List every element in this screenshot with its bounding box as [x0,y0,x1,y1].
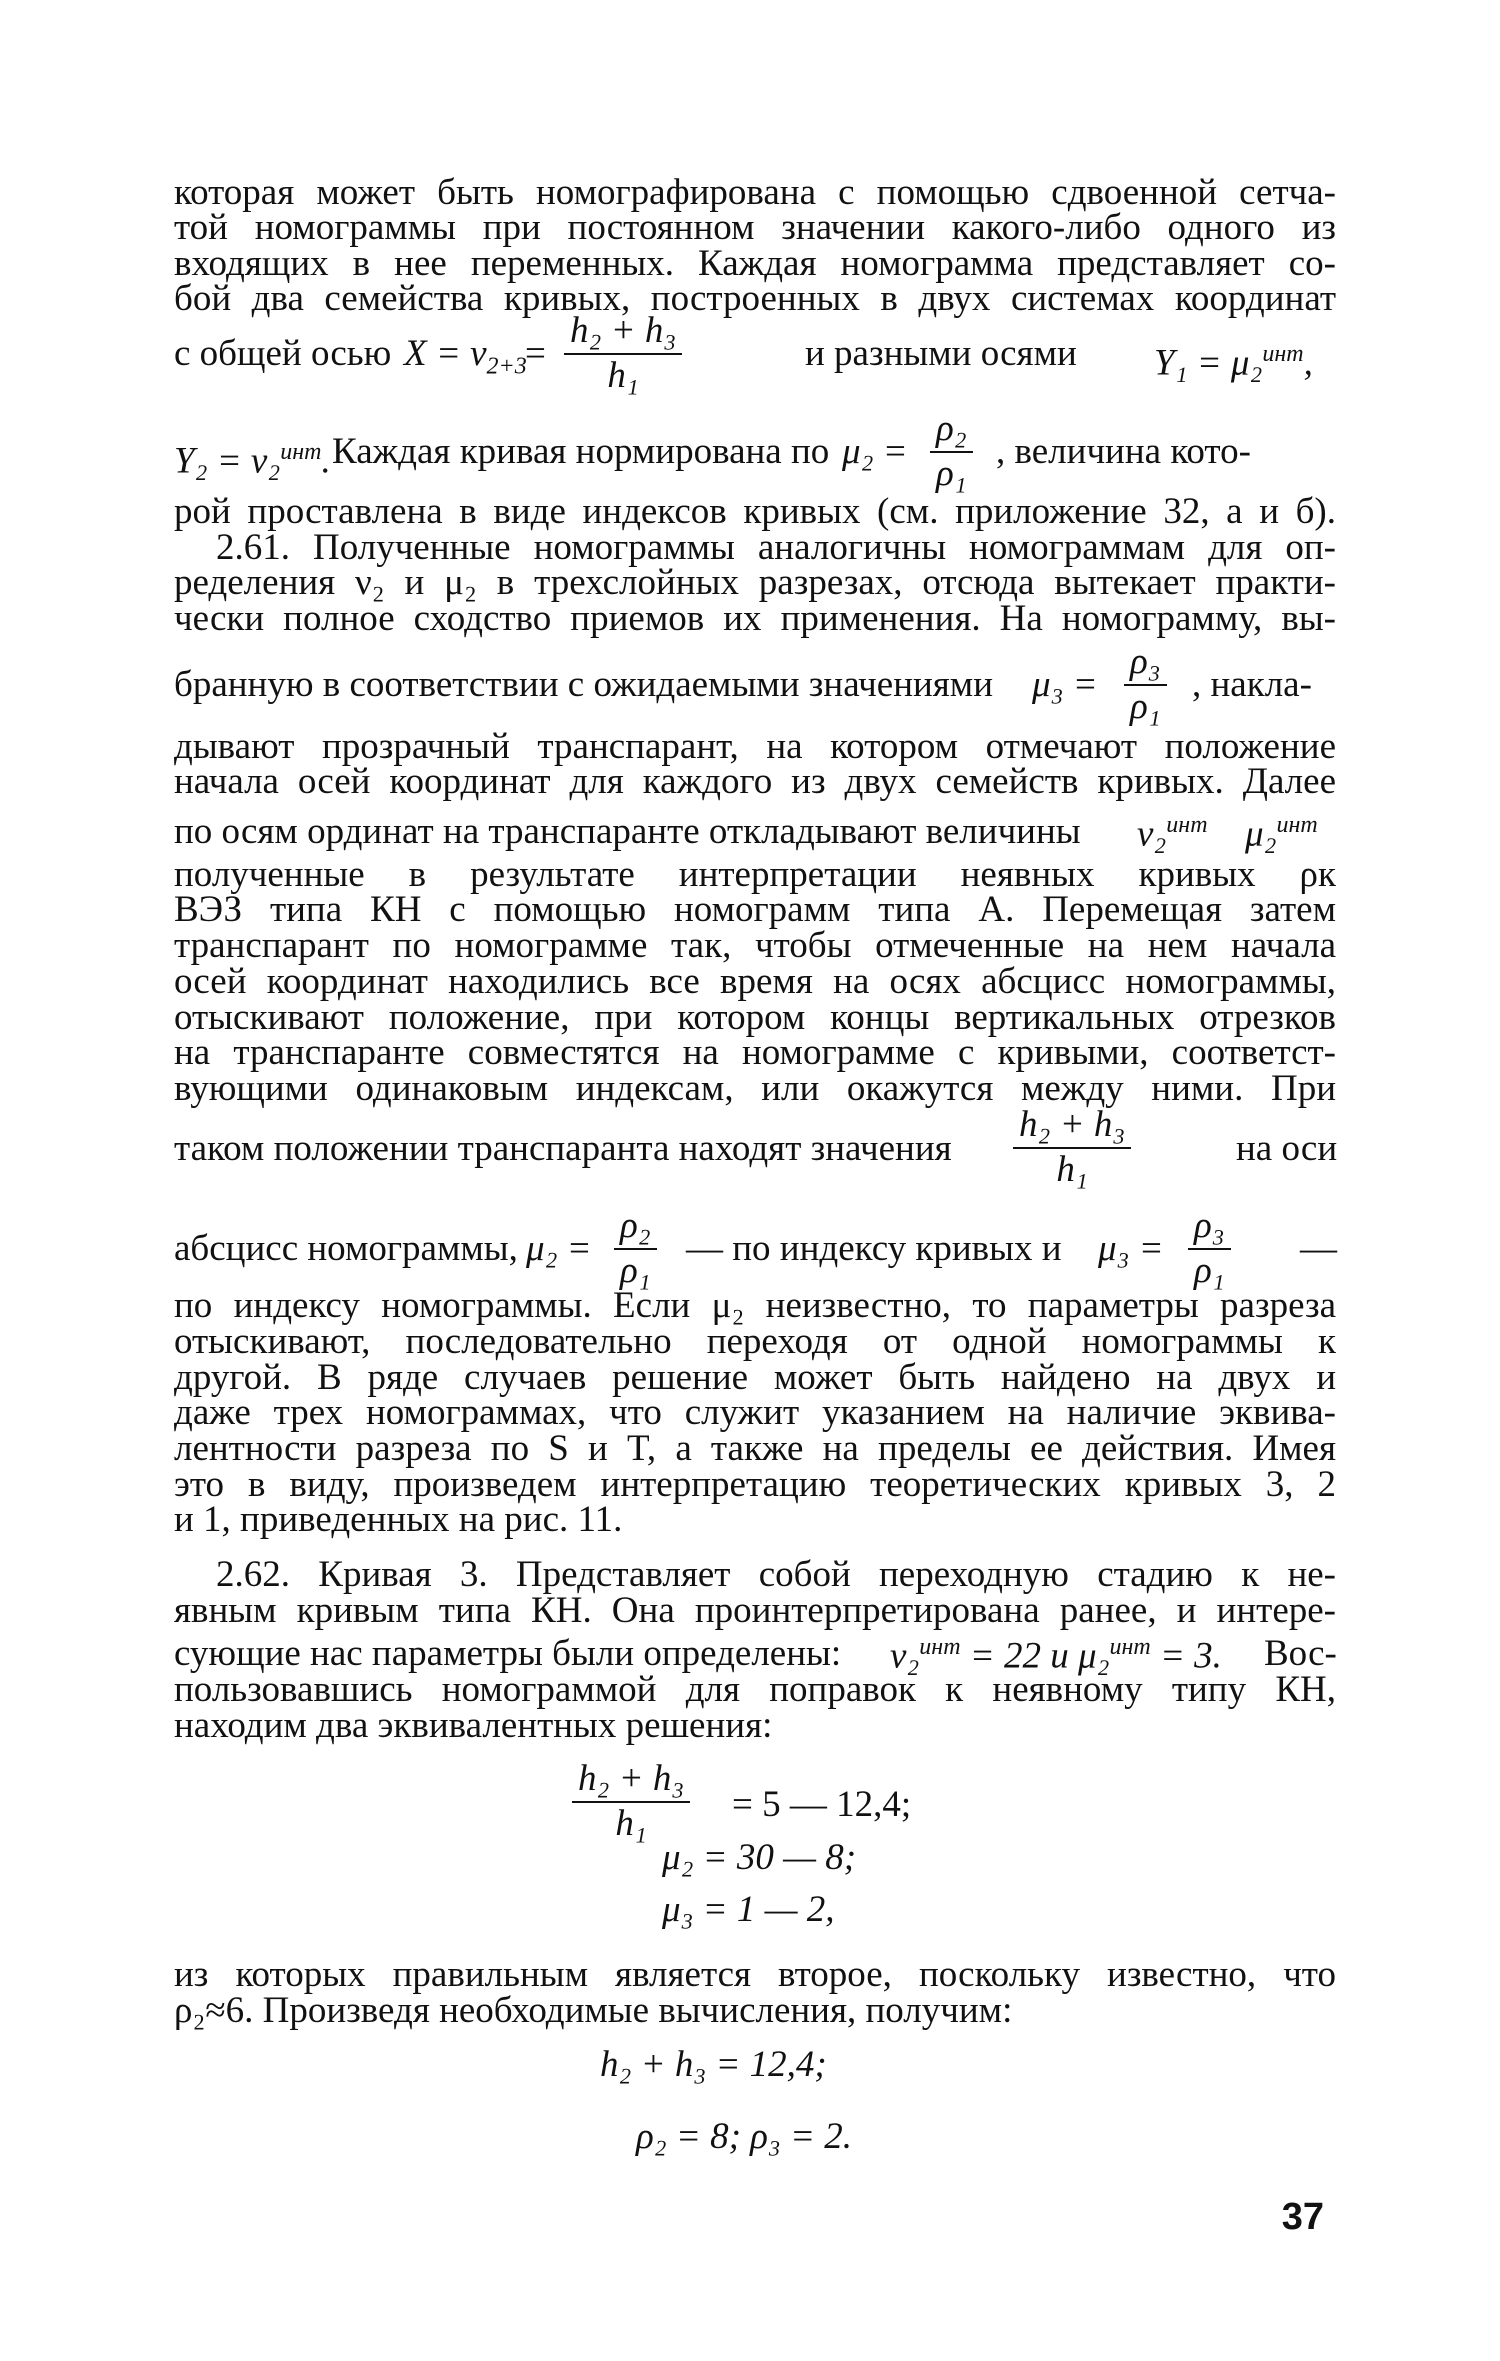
text-line: осей координат находились все время на осях абсцисс номограммы, [174,961,1336,1002]
formula-y1: Y₁ = μ₂$^{инт}$, [1154,341,1313,384]
text-line: вующими одинаковым индексам, или окажутся между ними. При [174,1068,1336,1109]
text-fragment: , накла- [1192,664,1312,705]
text-line: отыскивают, последовательно переходя от одной номограммы к [174,1321,1336,1362]
fraction-rho3-rho1: $\frac{\text{ρ₃}}{\text{ρ₁}}$ [1182,1205,1237,1292]
formula-given: ν₂$^{инт}$ = 22 и μ₂$^{инт}$ = 3. [890,1634,1222,1677]
text-line: явным кривым типа КН. Она проинтерпретирована ранее, и интере- [174,1590,1336,1631]
fraction-rho2-rho1: $\frac{\text{ρ₂}}{\text{ρ₁}}$ [924,408,979,495]
text-line: которая может быть номографирована с помощью сдвоенной сетча- [174,172,1336,213]
text-fragment: бранную в соответствии с ожидаемыми значениями [174,664,994,705]
solution-fraction: $\frac{\text{h₂ + h₃}}{\text{h₁}}$ [566,1758,696,1845]
text-line: пользовавшись номограммой для поправок к неявному типу КН, [174,1669,1336,1710]
formula-mu2: μ₂ = [526,1228,592,1269]
text-line: даже трех номограммах, что служит указанием на наличие эквива- [174,1392,1336,1433]
text-line: ределения ν₂ и μ₂ в трехслойных разрезах, отсюда вытекает практи- [174,562,1336,603]
text-line: входящих в нее переменных. Каждая номограмма представляет со- [174,243,1336,284]
text-line: и 1, приведенных на рис. 11. [174,1499,623,1540]
text-line: 2.61. Полученные номограммы аналогичны номограммам для оп- [216,527,1336,568]
text-line: рой проставлена в виде индексов кривых (см. приложение 32, а и б). [174,491,1336,532]
result-2: ρ₂ = 8; ρ₃ = 2. [636,2116,853,2157]
fraction-h: $\frac{\text{h₂ + h₃}}{\text{h₁}}$ [558,310,688,397]
text-line: это в виду, произведем интерпретацию теоретических кривых 3, 2 [174,1464,1336,1505]
formula-mu2: μ₂ = [842,431,908,472]
text-line: полученные в результате интерпретации неявных кривых ρк [174,854,1336,895]
text-fragment: — [1300,1228,1337,1269]
text-fragment: с общей осью [174,333,392,374]
text-line: чески полное сходство приемов их применения. На номограмму, вы- [174,598,1336,639]
text-line: транспарант по номограмме так, чтобы отмеченные на нем начала [174,925,1336,966]
formula-nu2-int: ν₂$^{инт}$ [1137,812,1208,855]
solution-2: μ₂ = 30 — 8; [662,1837,857,1878]
text-line: той номограммы при постоянном значении какого-либо одного из [174,207,1336,248]
text-line: ВЭЗ типа КН с помощью номограмм типа А. Перемещая затем [174,889,1336,930]
text-line: на транспаранте совместятся на номограмме с кривыми, соответст- [174,1032,1336,1073]
text-line: бой два семейства кривых, построенных в двух системах координат [174,278,1336,319]
text-line: находим два эквивалентных решения: [174,1705,773,1746]
solution-1: = 5 — 12,4; [732,1784,912,1825]
text-fragment: и разными осями [805,333,1077,374]
solution-3: μ₃ = 1 — 2, [662,1889,835,1930]
text-line: лентности разреза по S и T, а также на пределы ее действия. Имея [174,1428,1336,1469]
fraction-h: $\frac{\text{h₂ + h₃}}{\text{h₁}}$ [1007,1104,1137,1191]
text-fragment: , величина кото- [996,431,1251,472]
page-number: 37 [1281,2196,1324,2238]
formula-x: $X = \nu_{2+3}$ [404,333,527,380]
text-fragment: Каждая кривая нормирована по [332,431,830,472]
text-line: из которых правильным является второе, поскольку известно, что [174,1954,1336,1995]
formula-mu3: μ₃ = [1032,664,1098,705]
text-line: дывают прозрачный транспарант, на котором отмечают положение [174,726,1336,767]
text-fragment: сующие нас параметры были определены: [174,1633,842,1674]
text-fragment: на оси [1236,1128,1338,1169]
text-line: отыскивают положение, при котором концы вертикальных отрезков [174,997,1336,1038]
fraction-rho3-rho1: $\frac{\text{ρ₃}}{\text{ρ₁}}$ [1118,641,1173,728]
text-fragment: таком положении транспаранта находят значения [174,1128,952,1169]
text-fragment: абсцисс номограммы, [174,1228,518,1269]
text-line: другой. В ряде случаев решение может быть найдено на двух и [174,1357,1336,1398]
text-fragment: — по индексу кривых и [686,1228,1062,1269]
text-line: 2.62. Кривая 3. Представляет собой переходную стадию к не- [216,1554,1336,1595]
text-fragment: по осям ординат на транспаранте откладывают величины [174,811,1081,852]
fraction-rho2-rho1: $\frac{\text{ρ₂}}{\text{ρ₁}}$ [608,1205,663,1292]
text-fragment: Вос- [1264,1633,1337,1674]
result-1: h₂ + h₃ = 12,4; [600,2044,827,2085]
text-line: начала осей координат для каждого из двух семейств кривых. Далее [174,761,1336,802]
formula-mu2-int: μ₂$^{инт}$ [1245,812,1318,855]
text-line: ρ₂≈6. Произведя необходимые вычисления, получим: [174,1990,1013,2031]
equals-sign: = [525,333,546,374]
text-line: по индексу номограммы. Если μ₂ неизвестно, то параметры разреза [174,1285,1336,1326]
formula-y2: Y₂ = ν₂$^{инт}$. [174,439,331,482]
formula-mu3: μ₃ = [1098,1228,1164,1269]
